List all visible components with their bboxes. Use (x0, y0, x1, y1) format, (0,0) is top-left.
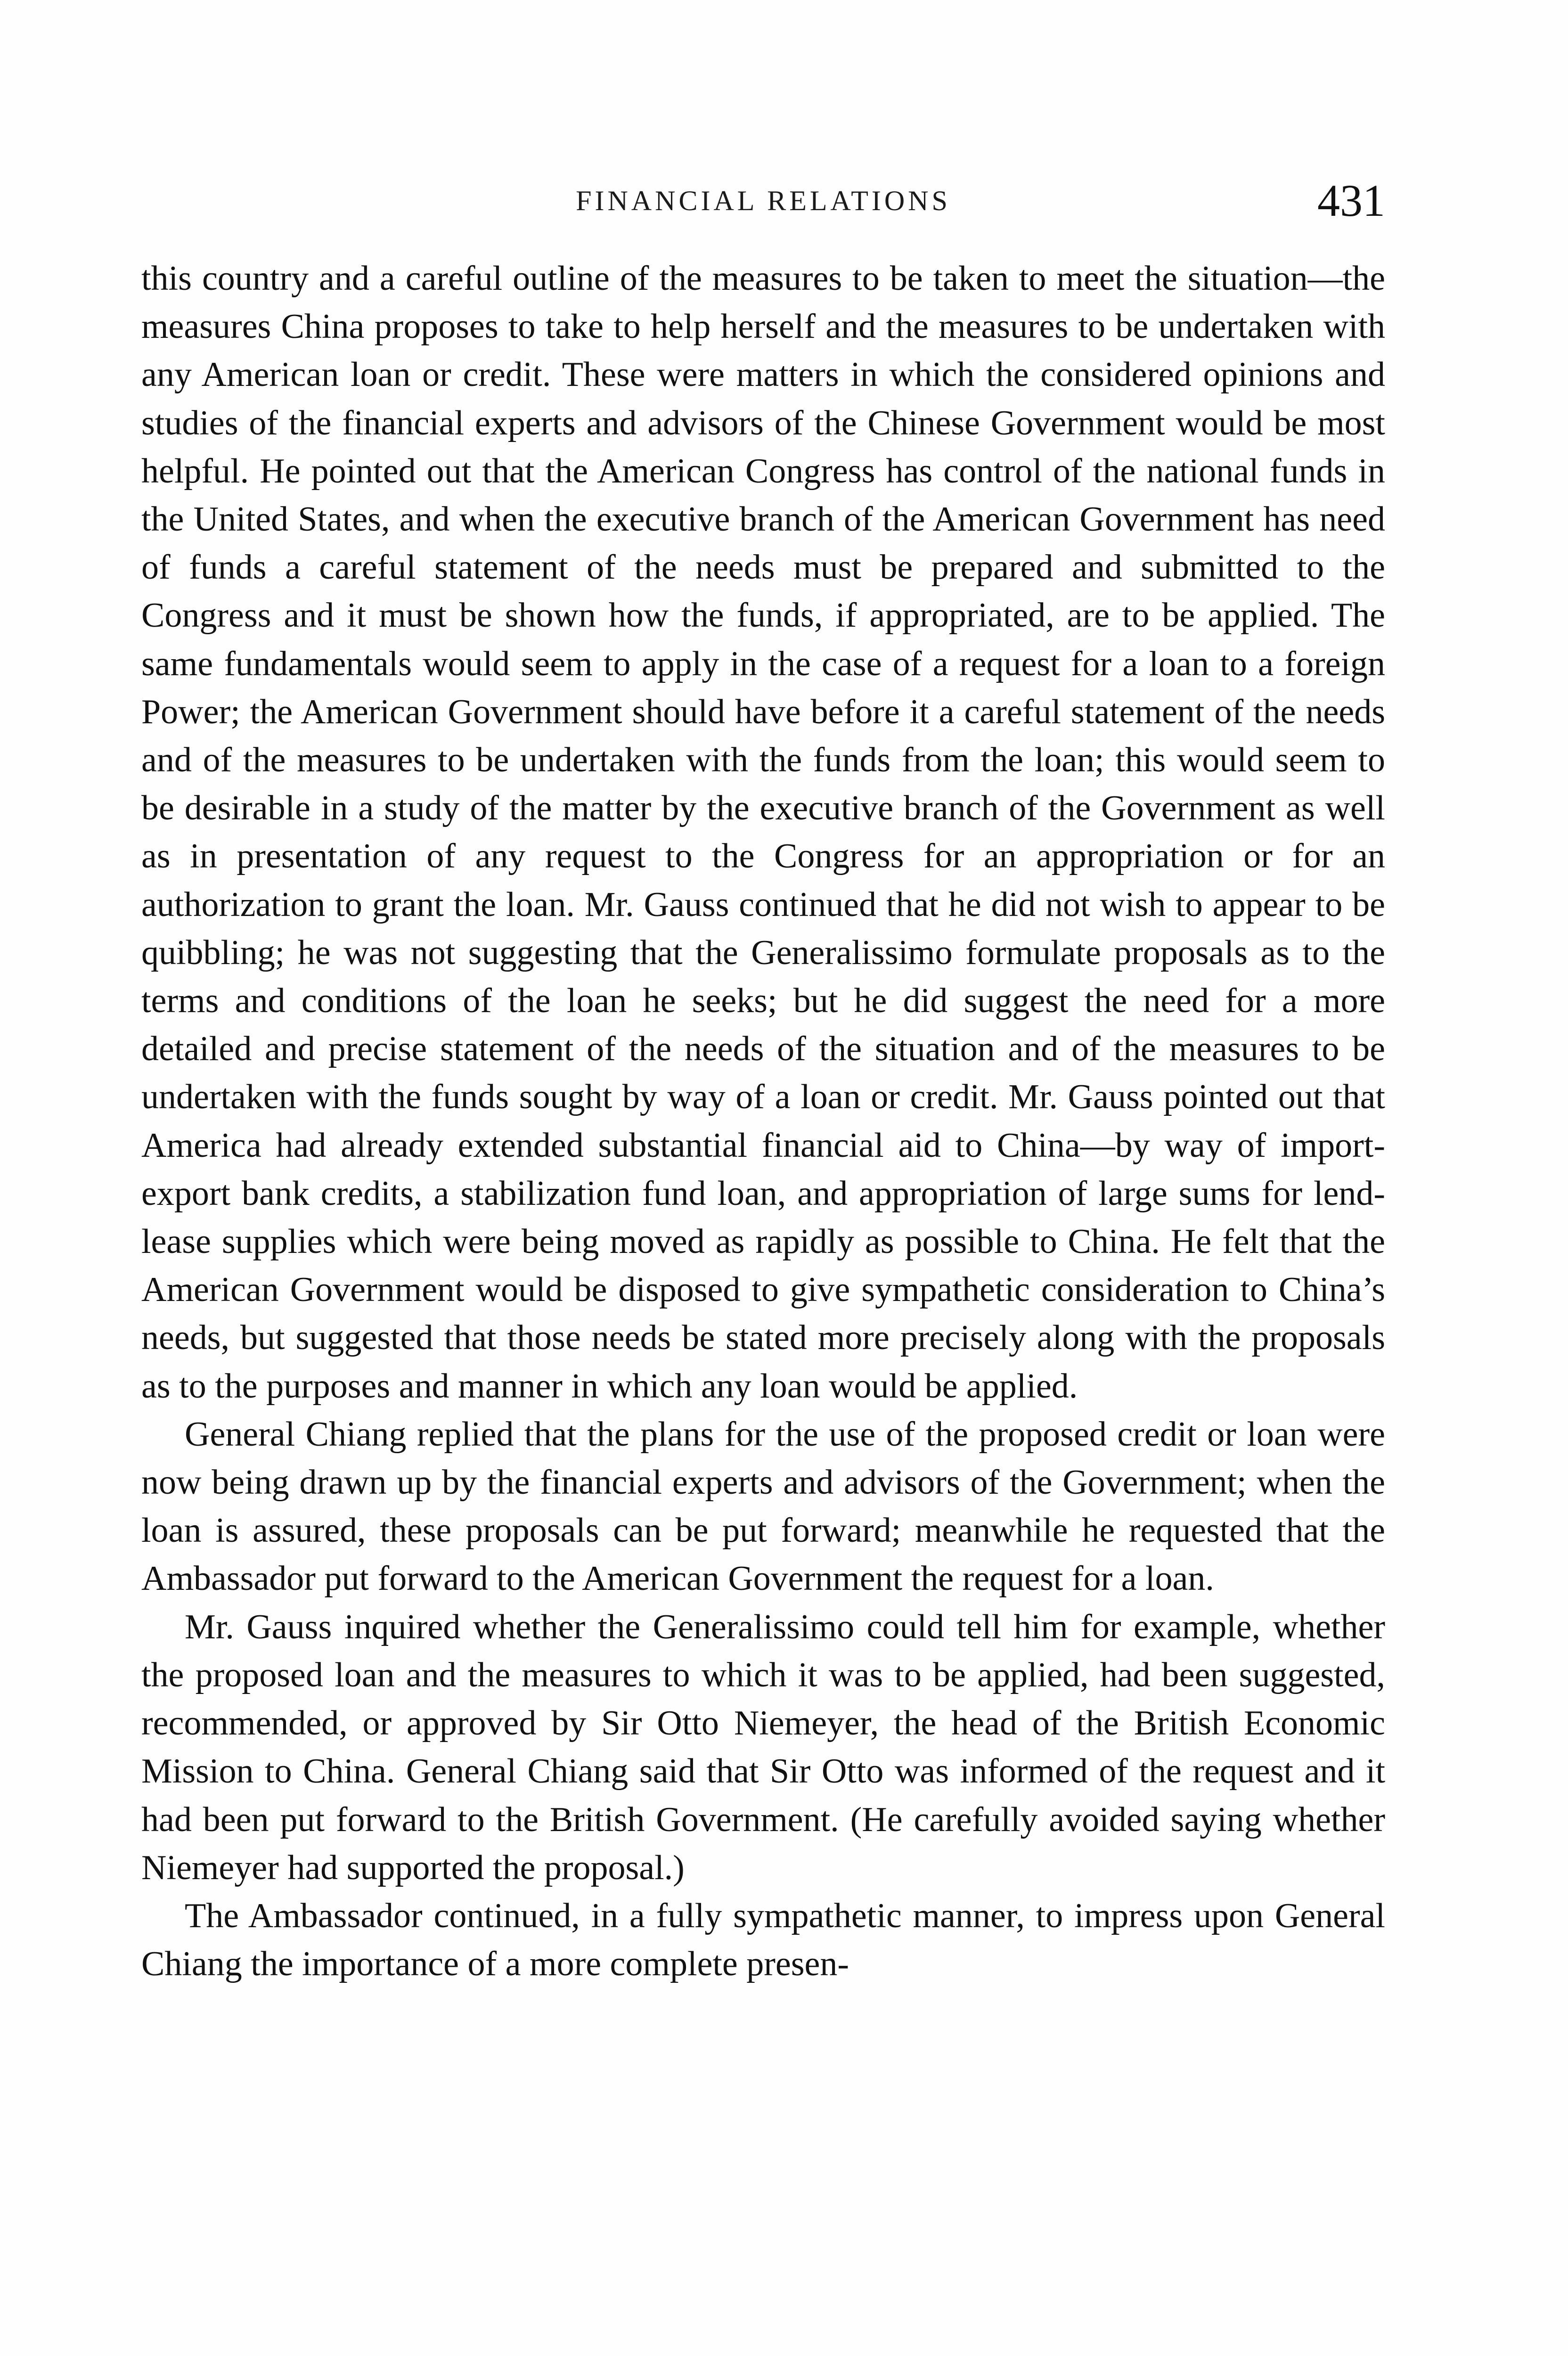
paragraph: General Chiang replied that the plans for the use of the proposed credit or loan were now being drawn up by the financial experts and advisors of the Government; when the loan is assured, these proposals can be put forward; meanwhile he requested that the Ambassador put forward to the American Government the request for a loan. (141, 1415, 1385, 1598)
page-number: 431 (1317, 175, 1385, 226)
paragraph: this country and a careful outline of the measures to be taken to meet the situation—the measures China proposes to take to help herself and the measures to be undertaken with any American loan or credit. These were matters in which the considered opinions and studies of the financial experts and advisors of the Chinese Government would be most helpful. He pointed out that the American Congress has control of the national funds in the United States, and when the executive branch of the American Government has need of funds a careful statement of the needs must be prepared and submitted to the Congress and it must be shown how the funds, if appropriated, are to be applied. The same fundamentals would seem to apply in the case of a request for a loan to a foreign Power; the American Government should have before it a careful statement of the needs and of the measures to be undertaken with the funds from the loan; this would seem to be desirable in a study of the matter by the executive branch of the Government as well as in presentation of any request to the Congress for an appropriation or for an authorization to grant the loan. Mr. Gauss continued that he did not wish to appear to be quibbling; he was not suggesting that the Generalissimo formulate proposals as to the terms and conditions of the loan he seeks; but he did suggest the need for a more detailed and precise statement of the needs of the situation and of the measures to be undertaken with the funds sought by way of a loan or credit. Mr. Gauss pointed out that America had already extended substantial financial aid to China—by way of import-export bank credits, a stabilization fund loan, and appropriation of large sums for lend-lease supplies which were being moved as rapidly as possible to China. He felt that the American Government would be disposed to give sympathetic consideration to China’s needs, but suggested that those needs be stated more precisely along with the proposals as to the purposes and manner in which any loan would be applied. (141, 259, 1385, 1406)
paragraph: The Ambassador continued, in a fully sympathetic manner, to impress upon General Chiang the importance of a more complete presen- (141, 1896, 1385, 1984)
body-text (141, 254, 1385, 1988)
running-head (141, 174, 1385, 226)
running-title: FINANCIAL RELATIONS (576, 185, 951, 216)
paragraph: Mr. Gauss inquired whether the Generalissimo could tell him for example, whether the proposed loan and the measures to which it was to be applied, had been suggested, recommended, or approved by Sir Otto Niemeyer, the head of the British Economic Mission to China. General Chiang said that Sir Otto was informed of the request and it had been put forward to the British Government. (He carefully avoided saying whether Niemeyer had supported the proposal.) (141, 1607, 1385, 1887)
